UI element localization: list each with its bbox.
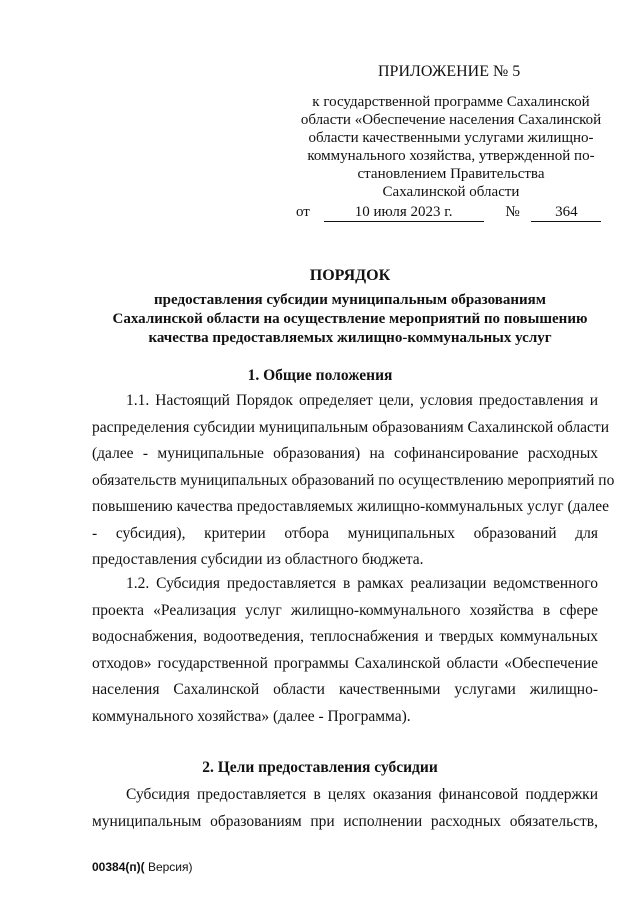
text-line: обязательств муниципальных образований по осуществлению мероприятий по — [92, 471, 615, 489]
appendix-line: к государственной программе Сахалинской — [312, 94, 590, 110]
text-line: распределения субсидии муниципальным образованиям Сахалинской области — [92, 418, 609, 436]
footer-version — [92, 860, 193, 874]
section2-heading: 2. Цели предоставления субсидии — [202, 759, 438, 776]
title-sub-line: Сахалинской области на осуществление мероприятий по повышению — [112, 311, 588, 327]
text-line: (далее - муниципальные образования) на софинансирование расходных — [92, 445, 598, 462]
appendix-line: области «Обеспечение населения Сахалинской — [300, 112, 602, 128]
text-line: Субсидия предоставляется в целях оказания финансовой поддержки — [126, 786, 598, 803]
footer-version-label: Версия) — [144, 860, 193, 874]
title-sub-line: качества предоставляемых жилищно-коммунальных услуг — [148, 330, 552, 346]
document-title — [60, 267, 640, 348]
text-line: отходов» государственной программы Сахалинской области «Обеспечение — [92, 654, 598, 672]
section1-paragraph-2 — [92, 571, 598, 730]
section1-heading: 1. Общие положения — [247, 367, 393, 384]
text-line: 1.2. Субсидия предоставляется в рамках реализации ведомственного — [126, 575, 598, 592]
appendix-title: ПРИЛОЖЕНИЕ № 5 — [378, 63, 521, 80]
text-line: предоставления субсидии из областного бюджета. — [92, 551, 424, 568]
section1-paragraph-1 — [92, 388, 615, 574]
title-main: ПОРЯДОК — [309, 267, 391, 284]
section2-paragraph-1 — [92, 782, 598, 835]
text-line: водоснабжения, водоотведения, теплоснабжения и твердых коммунальных — [92, 628, 598, 645]
appendix-line: становлением Правительства — [357, 166, 545, 182]
date-prefix: от — [296, 204, 310, 220]
footer-code: 00384(п)( — [92, 860, 145, 874]
text-line: 1.1. Настоящий Порядок определяет цели, условия предоставления и — [126, 392, 598, 409]
appendix-line: Сахалинской области — [382, 184, 520, 200]
text-line: проекта «Реализация услуг жилищно-коммунального хозяйства в сфере — [92, 601, 598, 619]
appendix-line: области качественными услугами жилищно- — [308, 130, 594, 146]
title-sub-line: предоставления субсидии муниципальным образованиям — [154, 292, 546, 308]
date-value: 10 июля 2023 г. — [324, 204, 484, 222]
text-line: коммунального хозяйства» (далее - Программа). — [92, 707, 411, 725]
number-value: 364 — [531, 204, 601, 222]
appendix-block — [296, 63, 606, 222]
appendix-line: коммунального хозяйства, утвержденной по- — [307, 148, 595, 164]
text-line: муниципальным образованиям при исполнении расходных обязательств, — [92, 812, 598, 830]
text-line: населения Сахалинской области качественными услугами жилищно- — [92, 681, 598, 698]
text-line: - субсидия), критерии отбора муниципальных образований для — [92, 524, 598, 542]
appendix-date-row — [296, 203, 606, 222]
number-prefix: № — [505, 204, 520, 220]
text-line: повышению качества предоставляемых жилищно-коммунальных услуг (далее — [92, 498, 610, 515]
